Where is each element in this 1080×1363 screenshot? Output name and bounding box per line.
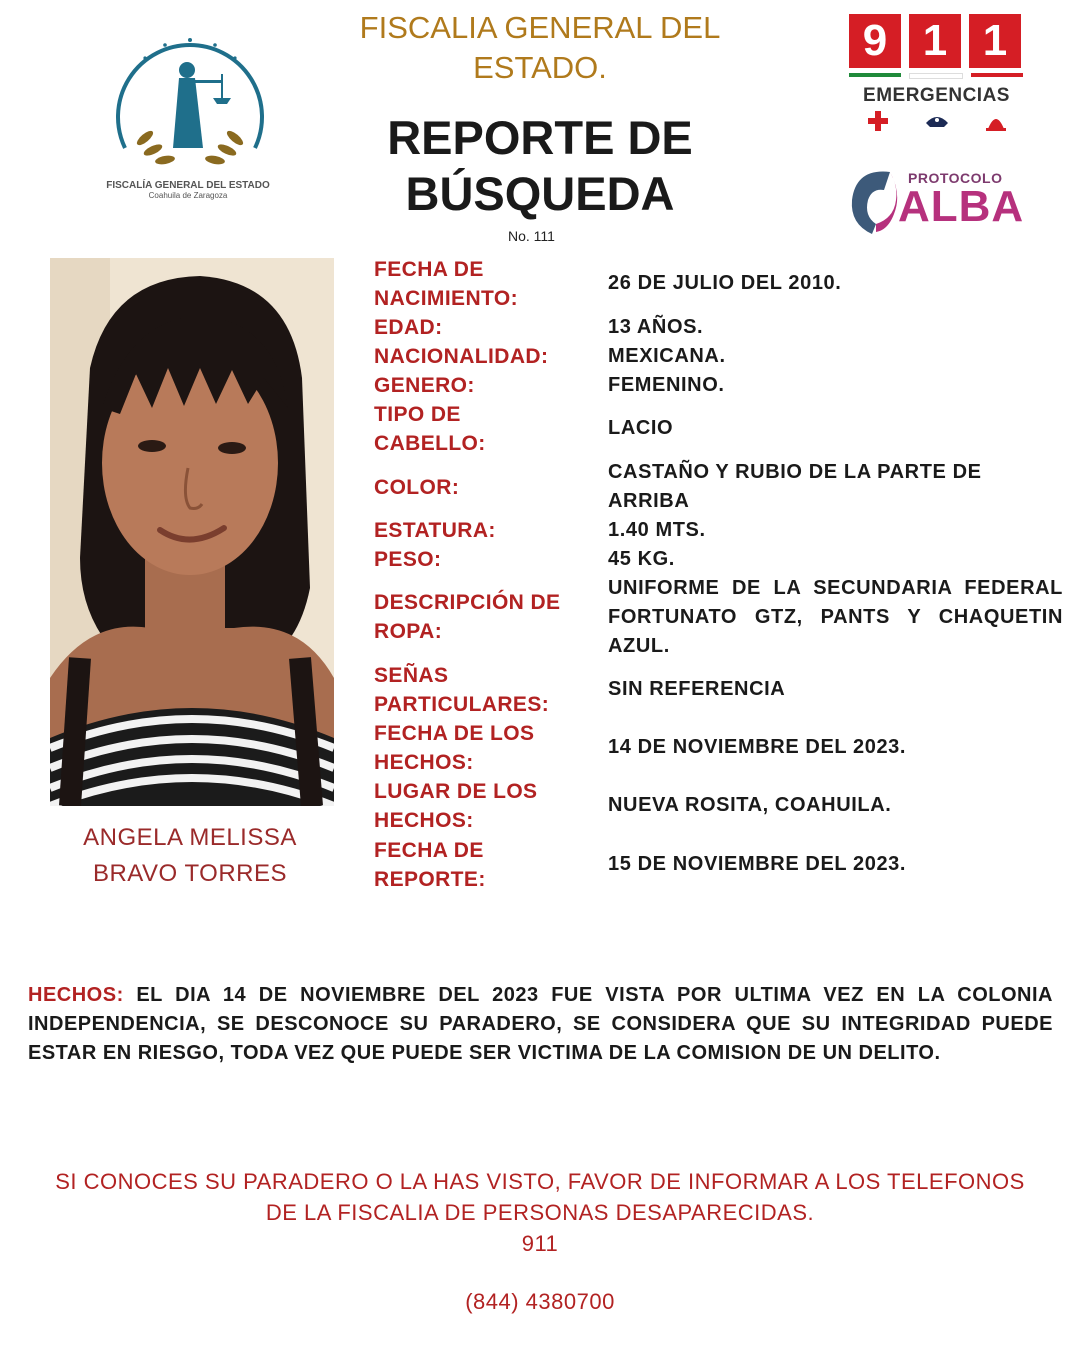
facts-label: HECHOS: <box>28 984 124 1006</box>
contact-message <box>30 1166 1050 1259</box>
label-nationality: NACIONALIDAD: <box>374 345 549 368</box>
person-portrait-icon <box>50 258 334 806</box>
report-title <box>330 110 750 222</box>
value-nationality: MEXICANA. <box>608 345 726 367</box>
emergency-number: 911 <box>521 1231 559 1256</box>
value-clothing: UNIFORME DE LA SECUNDARIA FEDERAL FORTUNATO GTZ, PANTS Y CHAQUETIN AZUL. <box>608 577 1063 657</box>
fire-helmet-icon <box>984 109 1008 133</box>
logo-name: FISCALÍA GENERAL DEL ESTADO <box>106 180 270 191</box>
value-hair-type: LACIO <box>608 417 674 439</box>
person-name <box>40 820 340 892</box>
label-gender: GENERO: <box>374 374 475 397</box>
title-line-2: BÚSQUEDA <box>405 167 675 220</box>
title-line-1: REPORTE DE <box>387 111 693 164</box>
label-age: EDAD: <box>374 316 443 339</box>
label-color: COLOR: <box>374 476 460 499</box>
label-hair-type: TIPO DE CABELLO: <box>374 403 486 455</box>
value-height: 1.40 MTS. <box>608 519 706 541</box>
police-cap-icon <box>923 109 951 133</box>
person-name-line-1: ANGELA MELISSA <box>83 824 297 851</box>
value-report-date: 15 DE NOVIEMBRE DEL 2023. <box>608 853 907 875</box>
justice-emblem-icon <box>95 18 285 188</box>
value-event-date: 14 DE NOVIEMBRE DEL 2023. <box>608 736 907 758</box>
label-marks: SEÑAS PARTICULARES: <box>374 664 550 716</box>
label-clothing: DESCRIPCIÓN DE ROPA: <box>374 591 561 643</box>
value-birthdate: 26 DE JULIO DEL 2010. <box>608 272 842 294</box>
value-event-place: NUEVA ROSITA, COAHUILA. <box>608 794 892 816</box>
flag-stripe <box>849 73 1024 79</box>
label-birthdate: FECHA DE NACIMIENTO: <box>374 258 519 310</box>
alba-wordmark: ALBA <box>898 182 1025 231</box>
digit-1b: 1 <box>969 14 1021 68</box>
agency-line-1: FISCALIA GENERAL DEL <box>359 10 721 45</box>
medical-cross-icon <box>866 109 890 133</box>
logo-caption <box>78 180 298 200</box>
value-weight: 45 KG. <box>608 548 675 570</box>
woman-profile-icon <box>846 164 906 236</box>
digit-9: 9 <box>849 14 901 68</box>
report-number: No. 111 <box>508 228 555 244</box>
label-event-place: LUGAR DE LOS HECHOS: <box>374 780 538 832</box>
agency-heading <box>330 8 750 88</box>
label-report-date: FECHA DE REPORTE: <box>374 839 486 891</box>
emergency-911-badge <box>849 14 1024 134</box>
label-height: ESTATURA: <box>374 519 496 542</box>
protocolo-alba-logo <box>846 160 1046 240</box>
label-event-date: FECHA DE LOS HECHOS: <box>374 722 535 774</box>
digit-1: 1 <box>909 14 961 68</box>
value-gender: FEMENINO. <box>608 374 725 396</box>
emergencias-label: EMERGENCIAS <box>863 85 1010 106</box>
phone-number: (844) 4380700 <box>465 1289 615 1314</box>
value-marks: SIN REFERENCIA <box>608 678 786 700</box>
facts-text: EL DIA 14 DE NOVIEMBRE DEL 2023 FUE VISTA POR ULTIMA VEZ EN LA COLONIA INDEPENDENCIA, SE DESCONOCE SU PARADERO, SE CONSIDERA QUE SU INTEGRIDAD PUEDE ESTAR EN RIESGO, TODA VEZ QUE PUEDE SER VICTIMA DE LA COMISION DE UN DELITO. <box>28 984 1054 1064</box>
value-age: 13 AÑOS. <box>608 316 704 338</box>
missing-person-photo <box>50 258 334 806</box>
value-color: CASTAÑO Y RUBIO DE LA PARTE DE ARRIBA <box>608 461 982 512</box>
facts-paragraph <box>28 981 1053 1068</box>
contact-text: SI CONOCES SU PARADERO O LA HAS VISTO, FAVOR DE INFORMAR A LOS TELEFONOS DE LA FISCALIA DE PERSONAS DESAPARECIDAS. <box>55 1169 1025 1225</box>
agency-line-2: ESTADO. <box>473 50 607 85</box>
protocolo-label: PROTOCOLO <box>908 170 1003 186</box>
label-weight: PESO: <box>374 548 442 571</box>
person-name-line-2: BRAVO TORRES <box>92 860 288 887</box>
logo-state: Coahuila de Zaragoza <box>148 191 228 200</box>
